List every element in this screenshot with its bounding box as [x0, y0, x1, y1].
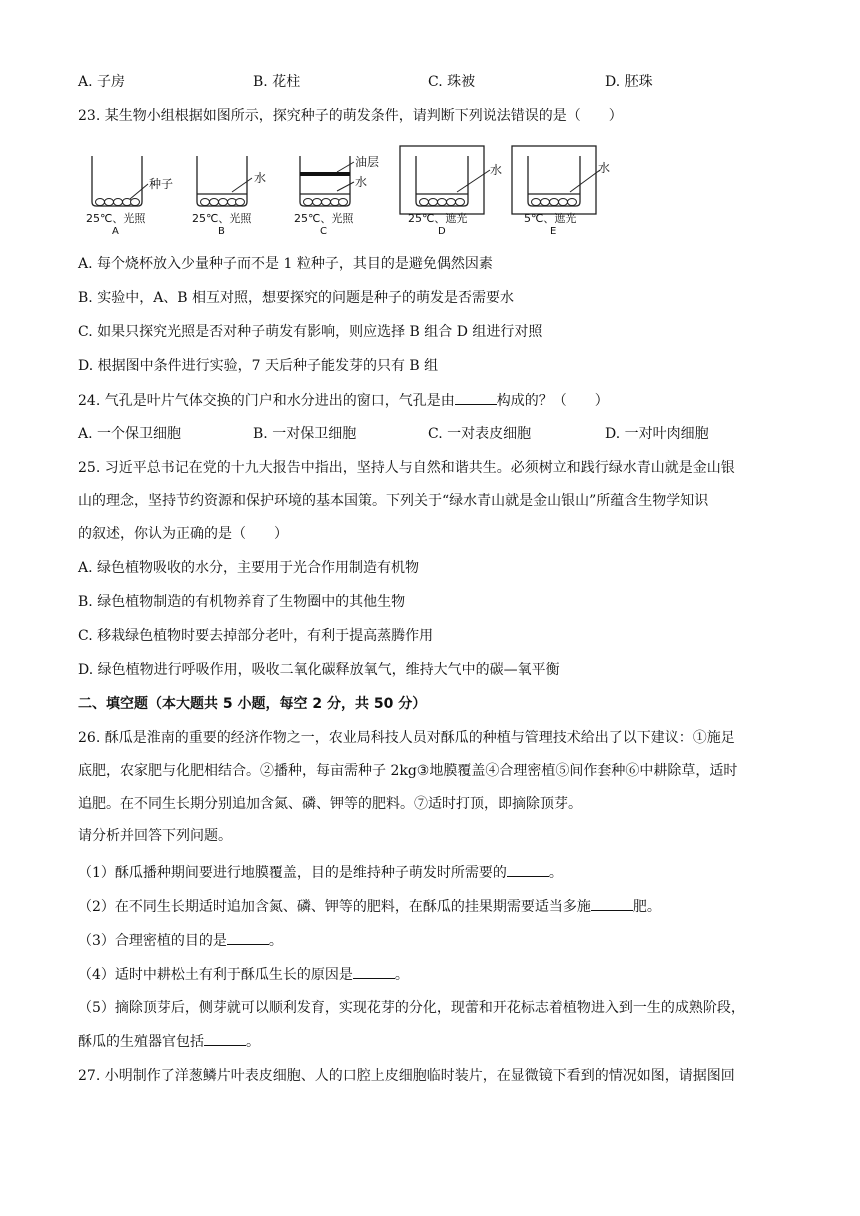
q26-sub4: [78, 964, 409, 985]
q26-sub3-blank[interactable]: [227, 930, 269, 945]
label-water-b: 水: [254, 171, 267, 185]
q22-option-b[interactable]: B. 花柱: [253, 74, 301, 90]
q25-stem-line-3: 的叙述，你认为正确的是（ ）: [78, 526, 288, 542]
q24-option-d[interactable]: D. 一对叶肉细胞: [605, 426, 709, 442]
q26-sub1: [78, 862, 563, 883]
q26-sub2: [78, 896, 661, 917]
q26-sub5-line-1: （5）摘除顶芽后，侧芽就可以顺利发育，实现花芽的分化，现蕾和开花标志着植物进入到一生的成熟阶段，: [78, 1000, 745, 1016]
condition-e: 5℃、遮光: [524, 212, 577, 225]
label-water-c: 水: [355, 175, 368, 189]
q22-option-c[interactable]: C. 珠被: [428, 74, 476, 90]
q24-options: [78, 424, 778, 444]
letter-d: D: [438, 226, 446, 234]
q26-prompt: 请分析并回答下列问题。: [78, 828, 232, 844]
q26-sub1-period: 。: [548, 865, 563, 881]
q26-sub3-period: 。: [268, 933, 283, 949]
q25-stem-line-1: 25. 习近平总书记在党的十九大报告中指出，坚持人与自然和谐共生。必须树立和践行绿水青山就是金山银: [78, 460, 735, 476]
section-2-heading: 二、填空题（本大题共 5 小题，每空 2 分，共 50 分）: [78, 696, 427, 712]
q26-sub3: [78, 930, 283, 951]
q22-option-d[interactable]: D. 胚珠: [605, 74, 653, 90]
condition-a: 25℃、光照: [86, 212, 146, 225]
q24-stem-after: 构成的？（ ）: [496, 393, 609, 409]
q23-option-d[interactable]: D. 根据图中条件进行实验，7 天后种子能发芽的只有 B 组: [78, 358, 439, 374]
q23-option-b[interactable]: B. 实验中，A、B 相互对照，想要探究的问题是种子的萌发是否需要水: [78, 290, 515, 306]
q27-stem: 27. 小明制作了洋葱鳞片叶表皮细胞、人的口腔上皮细胞临时装片，在显微镜下看到的情况如图，请据图回: [78, 1068, 735, 1084]
q23-experiment-figure: [82, 142, 622, 234]
q24-option-a[interactable]: A. 一个保卫细胞: [78, 426, 182, 442]
q25-option-c[interactable]: C. 移栽绿色植物时要去掉部分老叶，有利于提高蒸腾作用: [78, 628, 434, 644]
q26-sub1-blank[interactable]: [507, 862, 549, 877]
q26-stem-line-2: 底肥，农家肥与化肥相结合。②播种，每亩需种子 2kg③地膜覆盖④合理密植⑤间作套种⑥中耕除草，适时: [78, 763, 738, 779]
condition-d: 25℃、遮光: [408, 212, 468, 225]
condition-c: 25℃、光照: [294, 212, 354, 225]
label-water-d: 水: [490, 163, 503, 177]
condition-b: 25℃、光照: [192, 212, 252, 225]
q26-sub5-blank[interactable]: [204, 1031, 246, 1046]
letter-e: E: [550, 226, 557, 234]
q24-stem: [78, 390, 609, 411]
q24-option-b[interactable]: B. 一对保卫细胞: [253, 426, 357, 442]
letter-b: B: [218, 226, 225, 234]
q23-stem: 23. 某生物小组根据如图所示，探究种子的萌发条件，请判断下列说法错误的是（ ）: [78, 108, 623, 124]
q22-option-a[interactable]: A. 子房: [78, 74, 126, 90]
label-water-e: 水: [598, 161, 611, 175]
q24-stem-before: 24. 气孔是叶片气体交换的门户和水分进出的窗口，气孔是由: [78, 393, 455, 409]
letter-c: C: [320, 226, 327, 234]
q24-option-c[interactable]: C. 一对表皮细胞: [428, 426, 532, 442]
q22-options: [78, 72, 778, 92]
q26-sub3-text: （3）合理密植的目的是: [78, 933, 227, 949]
label-oil-c: 油层: [355, 155, 380, 169]
q26-sub2-after: 肥。: [632, 899, 661, 915]
q26-sub5-text: 酥瓜的生殖器官包括: [78, 1034, 204, 1050]
q26-sub1-text: （1）酥瓜播种期间要进行地膜覆盖，目的是维持种子萌发时所需要的: [78, 865, 507, 881]
q26-sub2-text: （2）在不同生长期适时追加含氮、磷、钾等的肥料，在酥瓜的挂果期需要适当多施: [78, 899, 591, 915]
q25-option-b[interactable]: B. 绿色植物制造的有机物养育了生物圈中的其他生物: [78, 594, 406, 610]
q26-sub5-period: 。: [246, 1034, 260, 1050]
q26-sub2-blank[interactable]: [591, 896, 633, 911]
q26-sub4-blank[interactable]: [353, 964, 395, 979]
q26-stem-line-3: 追肥。在不同生长期分别追加含氮、磷、钾等的肥料。⑦适时打顶，即摘除顶芽。: [78, 796, 582, 812]
q25-option-d[interactable]: D. 绿色植物进行呼吸作用，吸收二氧化碳释放氧气，维持大气中的碳—氧平衡: [78, 662, 560, 678]
oil-layer-c: [300, 172, 350, 176]
q25-stem-line-2: 山的理念，坚持节约资源和保护环境的基本国策。下列关于“绿水青山就是金山银山”所蕴含生物学知识: [78, 493, 709, 509]
q25-option-a[interactable]: A. 绿色植物吸收的水分，主要用于光合作用制造有机物: [78, 560, 420, 576]
q26-sub4-text: （4）适时中耕松土有利于酥瓜生长的原因是: [78, 967, 353, 983]
label-seed-a: 种子: [149, 177, 174, 191]
q23-option-a[interactable]: A. 每个烧杯放入少量种子而不是 1 粒种子，其目的是避免偶然因素: [78, 256, 493, 272]
q26-sub4-period: 。: [394, 967, 409, 983]
q23-option-c[interactable]: C. 如果只探究光照是否对种子萌发有影响，则应选择 B 组合 D 组进行对照: [78, 324, 543, 340]
q26-sub5-line-2: [78, 1031, 260, 1052]
letter-a: A: [112, 226, 119, 234]
q24-answer-blank[interactable]: [455, 390, 497, 405]
q26-stem-line-1: 26. 酥瓜是淮南的重要的经济作物之一，农业局科技人员对酥瓜的种植与管理技术给出了以下建议：①施足: [78, 730, 735, 746]
